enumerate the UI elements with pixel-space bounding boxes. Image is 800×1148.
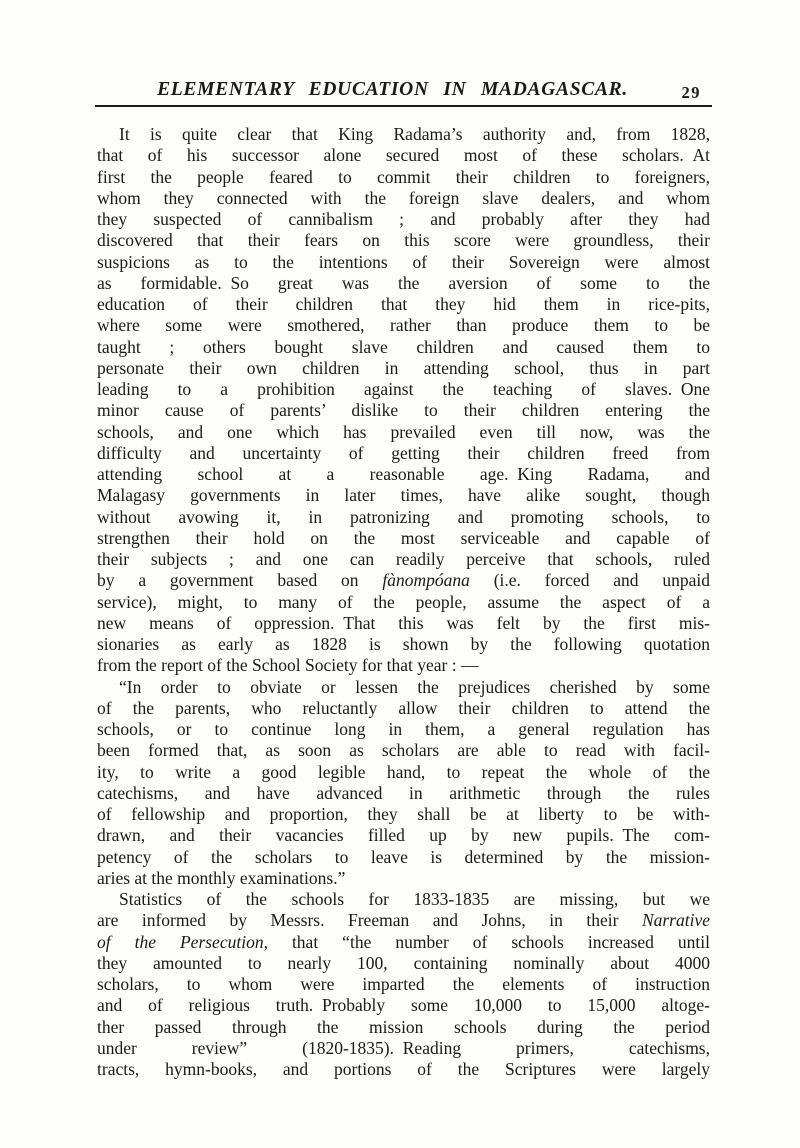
text-line	[97, 124, 710, 145]
body-text: strengthen their hold on the most serviceable and capable of	[97, 527, 710, 548]
body-text: by a government based on	[97, 570, 383, 591]
text-line	[97, 400, 710, 421]
text-line	[97, 422, 710, 443]
text-line	[97, 677, 710, 698]
body-text: It is quite clear that King Radama’s authority and, from 1828,	[119, 124, 710, 144]
text-line	[97, 868, 710, 889]
body-text: of the parents, who reluctantly allow their children to attend the	[97, 697, 710, 718]
text-line	[97, 698, 710, 719]
text-line	[97, 1038, 710, 1059]
italic-text: fànompóana	[382, 570, 470, 591]
body-text: and of religious truth. Probably some 10,000 to 15,000 altoge-	[97, 995, 710, 1016]
body-text: ther passed through the mission schools during the period	[97, 1016, 710, 1037]
body-text: sionaries as early as 1828 is shown by the following quotation	[97, 634, 710, 654]
body-text: leading to a prohibition against the teaching of slaves. One	[97, 379, 710, 399]
text-block	[97, 124, 710, 1080]
body-text: from the report of the School Society for that year : —	[97, 655, 479, 676]
text-line	[97, 804, 710, 825]
text-line	[97, 507, 710, 528]
text-line	[97, 230, 710, 251]
text-line	[97, 953, 710, 974]
text-line	[97, 464, 710, 485]
body-text: personate their own children in attending school, thus in part	[97, 357, 710, 378]
body-text: scholars, to whom were imparted the elements of instruction	[97, 974, 710, 994]
body-text: of fellowship and proportion, they shall be at liberty to be with-	[97, 804, 710, 824]
text-line	[97, 358, 710, 379]
text-line	[97, 167, 710, 188]
text-line	[97, 932, 710, 953]
header-rule	[95, 105, 712, 107]
body-text: suspicions as to the intentions of their Sovereign were almost	[97, 251, 710, 272]
body-text: their subjects ; and one can readily perceive that schools, ruled	[97, 549, 710, 569]
text-line	[97, 740, 710, 761]
body-text: without avowing it, in patronizing and promoting schools, to	[97, 506, 710, 527]
body-text: they amounted to nearly 100, containing nominally about 4000	[97, 952, 710, 973]
body-text: service), might, to many of the people, assume the aspect of a	[97, 591, 710, 612]
text-line	[97, 613, 710, 634]
body-text: that “the number of schools increased until	[267, 931, 710, 952]
text-line	[97, 655, 710, 676]
text-line	[97, 443, 710, 464]
italic-text: Narrative	[641, 910, 710, 931]
text-line	[97, 252, 710, 273]
body-text: under review” (1820-1835). Reading primers, catechisms,	[97, 1037, 710, 1058]
body-text: new means of oppression. That this was felt by the first mis-	[97, 612, 710, 633]
body-text: difficulty and uncertainty of getting their children freed from	[97, 442, 710, 463]
body-text: been formed that, as soon as scholars are able to read with facil-	[97, 740, 710, 761]
body-text: are informed by Messrs. Freeman and Johns, in their	[97, 910, 642, 931]
text-line	[97, 592, 710, 613]
text-line	[97, 974, 710, 995]
text-line	[97, 315, 710, 336]
body-text: attending school at a reasonable age. King Radama, and	[97, 464, 710, 484]
text-line	[97, 889, 710, 910]
body-text: (i.e. forced and unpaid	[469, 570, 711, 591]
running-title: ELEMENTARY EDUCATION IN MADAGASCAR.	[157, 79, 628, 100]
text-line	[97, 825, 710, 846]
body-text: that of his successor alone secured most of these scholars. At	[97, 145, 710, 166]
body-text: schools, and one which has prevailed even till now, was the	[97, 421, 710, 442]
body-text: education of their children that they hid them in rice-pits,	[97, 294, 710, 314]
body-text: where some were smothered, rather than produce them to be	[97, 315, 710, 336]
body-text: “In order to obviate or lessen the prejudices cherished by some	[119, 676, 710, 697]
text-line	[97, 188, 710, 209]
body-text: drawn, and their vacancies filled up by new pupils. The com-	[97, 825, 710, 846]
body-text: petency of the scholars to leave is determined by the mission-	[97, 846, 710, 867]
text-line	[97, 145, 710, 166]
body-text: whom they connected with the foreign slave dealers, and whom	[97, 187, 710, 208]
text-line	[97, 528, 710, 549]
body-text: catechisms, and have advanced in arithmetic through the rules	[97, 782, 710, 803]
text-line	[97, 1017, 710, 1038]
body-text: Statistics of the schools for 1833-1835 are missing, but we	[119, 889, 710, 909]
body-text: they suspected of cannibalism ; and probably after they had	[97, 209, 710, 229]
body-text: ity, to write a good legible hand, to repeat the whole of the	[97, 761, 710, 782]
text-line	[97, 634, 710, 655]
text-line	[97, 783, 710, 804]
body-text: discovered that their fears on this score were groundless, their	[97, 230, 710, 251]
text-line	[97, 337, 710, 358]
body-text: taught ; others bought slave children and caused them to	[97, 336, 710, 357]
text-line	[97, 995, 710, 1016]
text-line	[97, 910, 710, 931]
text-line	[97, 549, 710, 570]
text-line	[97, 209, 710, 230]
text-line	[97, 273, 710, 294]
text-line	[97, 570, 710, 591]
text-line	[97, 485, 710, 506]
body-text: tracts, hymn-books, and portions of the Scriptures were largely	[97, 1059, 710, 1079]
body-text: first the people feared to commit their children to foreigners,	[97, 166, 710, 187]
body-text: minor cause of parents’ dislike to their children entering the	[97, 400, 710, 421]
text-line	[97, 719, 710, 740]
page-header	[97, 79, 710, 105]
body-text: schools, or to continue long in them, a general regulation has	[97, 719, 710, 739]
text-line	[97, 762, 710, 783]
text-line	[97, 1059, 710, 1080]
body-text: Malagasy governments in later times, have alike sought, though	[97, 485, 710, 506]
text-line	[97, 294, 710, 315]
body-text: aries at the monthly examinations.”	[97, 867, 346, 888]
text-line	[97, 847, 710, 868]
body-text: as formidable. So great was the aversion of some to the	[97, 272, 710, 293]
text-line	[97, 379, 710, 400]
page-number: 29	[681, 83, 701, 102]
italic-text: of the Persecution,	[97, 931, 268, 952]
